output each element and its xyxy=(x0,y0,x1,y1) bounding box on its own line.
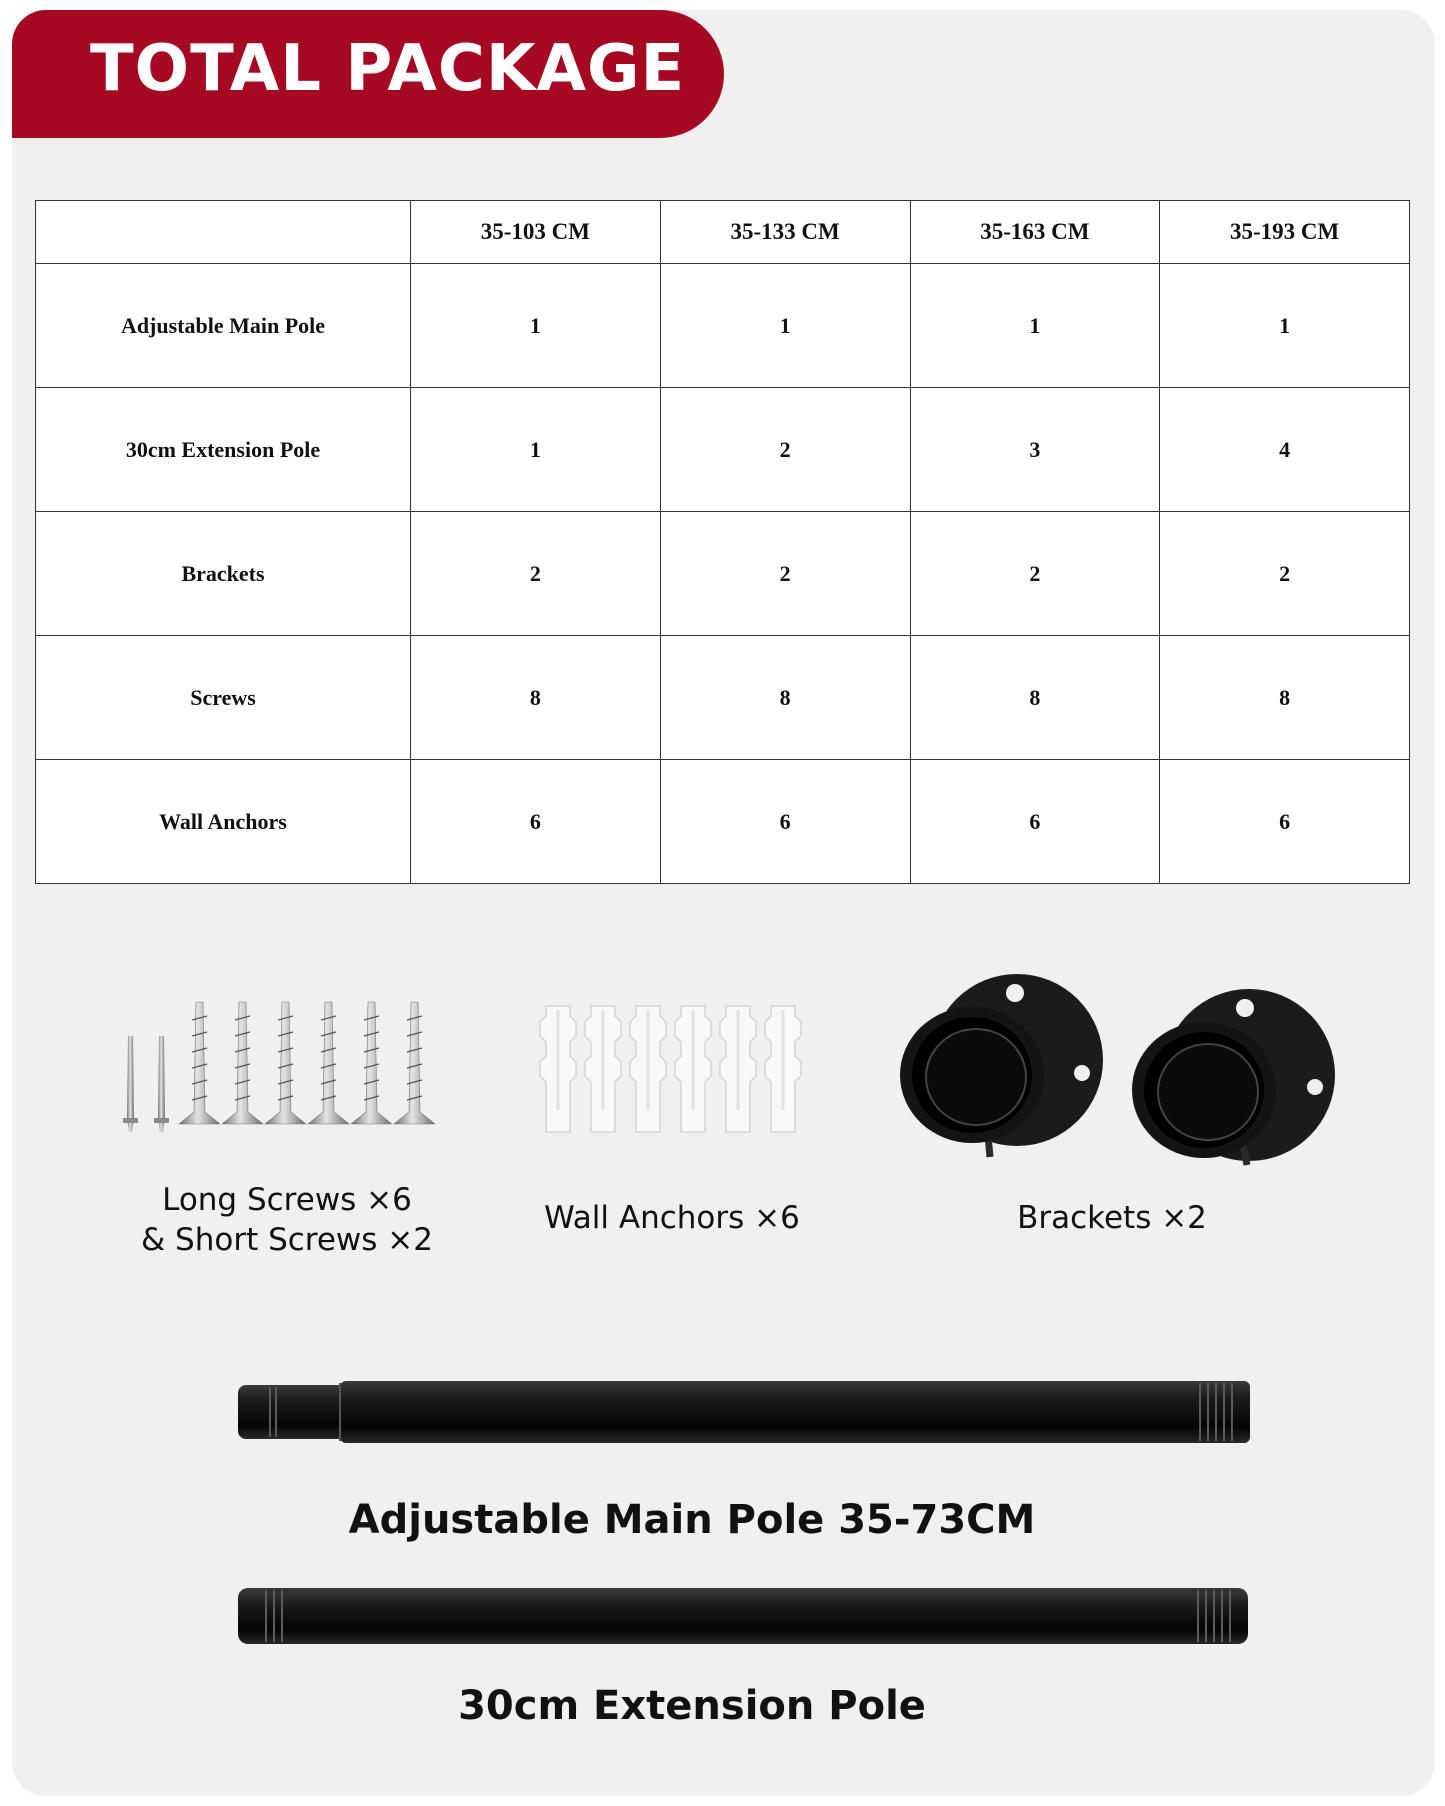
table-cell: 6 xyxy=(910,760,1160,884)
row-label: Adjustable Main Pole xyxy=(36,264,411,388)
main-pole-icon xyxy=(230,1375,1260,1445)
table-cell: 6 xyxy=(411,760,661,884)
brackets-caption: Brackets ×2 xyxy=(1017,1200,1207,1236)
main-pole-caption: Adjustable Main Pole 35-73CM xyxy=(348,1497,1036,1543)
row-label: 30cm Extension Pole xyxy=(36,388,411,512)
row-label: Screws xyxy=(36,636,411,760)
screws-caption xyxy=(122,1180,452,1260)
table-cell: 8 xyxy=(660,636,910,760)
table-cell: 3 xyxy=(910,388,1160,512)
table-cell: 2 xyxy=(660,388,910,512)
table-cell: 2 xyxy=(910,512,1160,636)
table-cell: 1 xyxy=(910,264,1160,388)
table-cell: 2 xyxy=(411,512,661,636)
page-title: TOTAL PACKAGE xyxy=(90,32,686,106)
brackets-icon xyxy=(892,965,1362,1175)
table-cell: 2 xyxy=(660,512,910,636)
extension-pole-icon xyxy=(230,1582,1260,1648)
wall-anchors-caption: Wall Anchors ×6 xyxy=(544,1200,800,1236)
header-cell: 35-133 CM xyxy=(660,201,910,264)
wall-anchors-icon xyxy=(532,1000,812,1140)
row-label: Brackets xyxy=(36,512,411,636)
package-card xyxy=(12,10,1435,1796)
table-cell: 1 xyxy=(1160,264,1410,388)
table-cell: 8 xyxy=(411,636,661,760)
extension-pole-caption: 30cm Extension Pole xyxy=(458,1683,926,1729)
table-cell: 6 xyxy=(1160,760,1410,884)
header-cell: 35-103 CM xyxy=(411,201,661,264)
screws-caption-line1: Long Screws ×6 xyxy=(162,1182,412,1218)
row-label: Wall Anchors xyxy=(36,760,411,884)
parts-section xyxy=(12,10,1435,1796)
table-cell: 1 xyxy=(660,264,910,388)
header-cell: 35-193 CM xyxy=(1160,201,1410,264)
table-cell: 4 xyxy=(1160,388,1410,512)
table-cell: 8 xyxy=(910,636,1160,760)
table-cell: 6 xyxy=(660,760,910,884)
table-cell: 2 xyxy=(1160,512,1410,636)
table-cell: 1 xyxy=(411,388,661,512)
screws-caption-line2: & Short Screws ×2 xyxy=(141,1222,433,1258)
header-cell: 35-163 CM xyxy=(910,201,1160,264)
table-cell: 8 xyxy=(1160,636,1410,760)
screws-icon xyxy=(122,1000,452,1136)
table-cell: 1 xyxy=(411,264,661,388)
